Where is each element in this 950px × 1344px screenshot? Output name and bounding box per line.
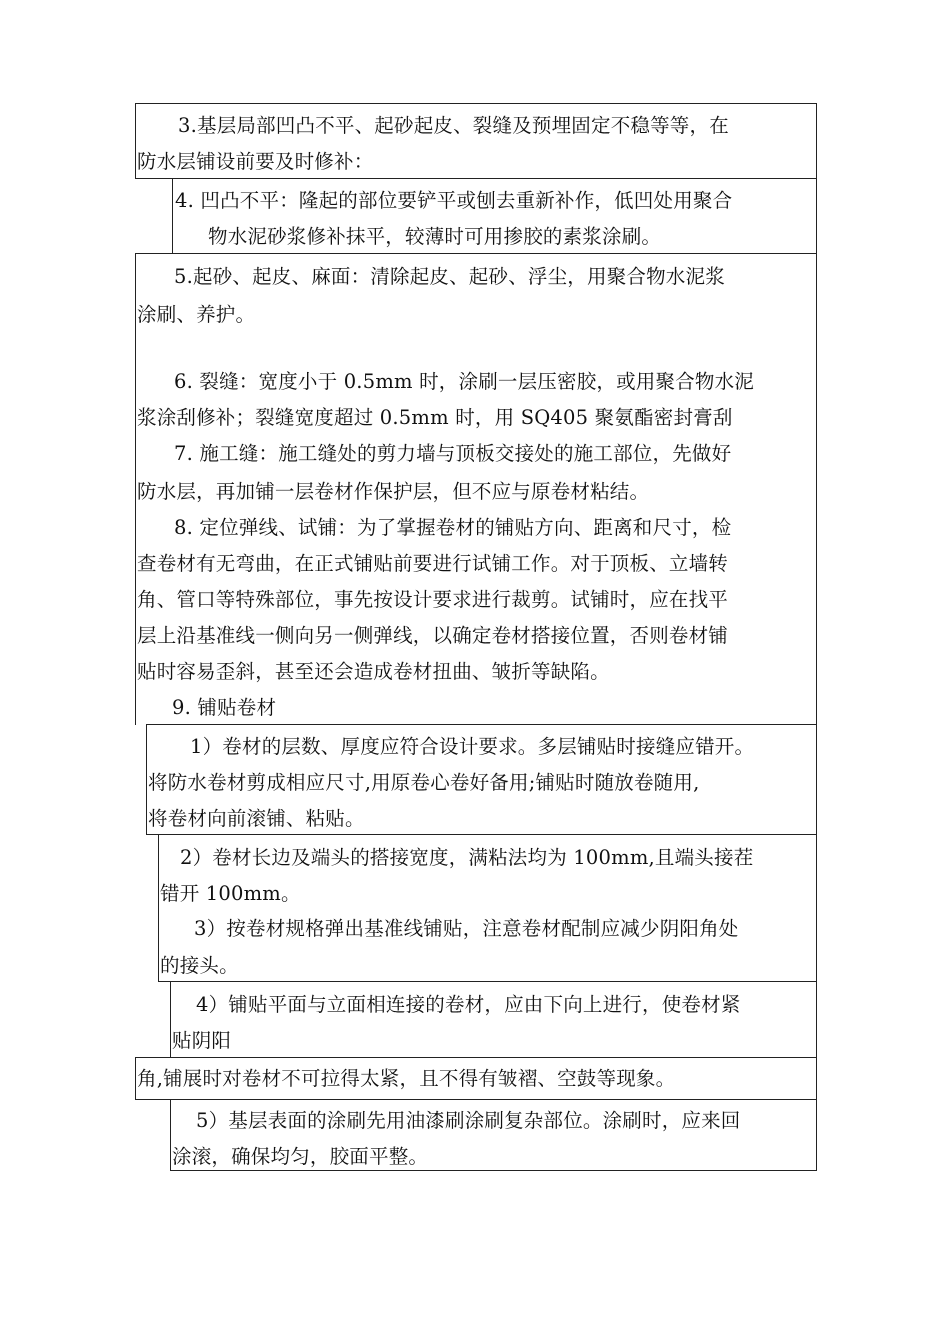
text-line: 3）按卷材规格弹出基准线铺贴，注意卷材配制应减少阴阳角处 <box>194 917 739 940</box>
text-line: 5）基层表面的涂刷先用油漆刷涂刷复杂部位。涂刷时，应来回 <box>196 1109 741 1132</box>
text-line: 防水层铺设前要及时修补： <box>137 150 374 173</box>
text-line: 5.起砂、起皮、麻面：清除起皮、起砂、浮尘，用聚合物水泥浆 <box>174 265 725 288</box>
text-line: 2）卷材长边及端头的搭接宽度，满粘法均为 100mm,且端头接茬 <box>180 846 754 869</box>
block-items-5-9-left-border-break <box>135 338 136 360</box>
text-line: 防水层，再加铺一层卷材作保护层，但不应与原卷材粘结。 <box>137 480 650 503</box>
text-line: 9. 铺贴卷材 <box>172 696 277 719</box>
text-line: 8. 定位弹线、试铺：为了掌握卷材的铺贴方向、距离和尺寸，检 <box>174 516 732 539</box>
text-line: 4）铺贴平面与立面相连接的卷材，应由下向上进行，使卷材紧 <box>196 993 741 1016</box>
text-line: 7. 施工缝：施工缝处的剪力墙与顶板交接处的施工部位，先做好 <box>174 442 732 465</box>
text-line: 错开 100mm。 <box>160 882 301 905</box>
text-line: 3.基层局部凹凸不平、起砂起皮、裂缝及预埋固定不稳等等，在 <box>178 114 729 137</box>
text-line: 1）卷材的层数、厚度应符合设计要求。多层铺贴时接缝应错开。 <box>190 735 755 758</box>
text-line: 6. 裂缝：宽度小于 0.5mm 时，涂刷一层压密胶，或用聚合物水泥 <box>174 370 754 393</box>
text-line: 涂刷、养护。 <box>137 303 256 326</box>
text-line: 物水泥砂浆修补抹平，较薄时可用掺胶的素浆涂刷。 <box>208 225 662 248</box>
text-line: 层上沿基准线一侧向另一侧弹线，以确定卷材搭接位置，否则卷材铺 <box>137 624 729 647</box>
text-line: 涂滚，确保均匀，胶面平整。 <box>172 1145 429 1168</box>
text-line: 将卷材向前滚铺、粘贴。 <box>148 807 365 830</box>
text-line: 角,铺展时对卷材不可拉得太紧，且不得有皱褶、空鼓等现象。 <box>137 1067 676 1090</box>
text-line: 将防水卷材剪成相应尺寸,用原卷心卷好备用;铺贴时随放卷随用, <box>148 771 700 794</box>
text-line: 贴阴阳 <box>172 1029 232 1052</box>
text-line: 角、管口等特殊部位，事先按设计要求进行裁剪。试铺时，应在找平 <box>137 588 729 611</box>
text-line: 4. 凹凸不平：隆起的部位要铲平或刨去重新补作，低凹处用聚合 <box>175 189 733 212</box>
text-line: 查卷材有无弯曲，在正式铺贴前要进行试铺工作。对于顶板、立墙转 <box>137 552 729 575</box>
text-line: 贴时容易歪斜，甚至还会造成卷材扭曲、皱折等缺陷。 <box>137 660 610 683</box>
text-line: 的接头。 <box>160 954 239 977</box>
text-line: 浆涂刮修补；裂缝宽度超过 0.5mm 时，用 SQ405 聚氨酯密封膏刮 <box>137 406 733 429</box>
